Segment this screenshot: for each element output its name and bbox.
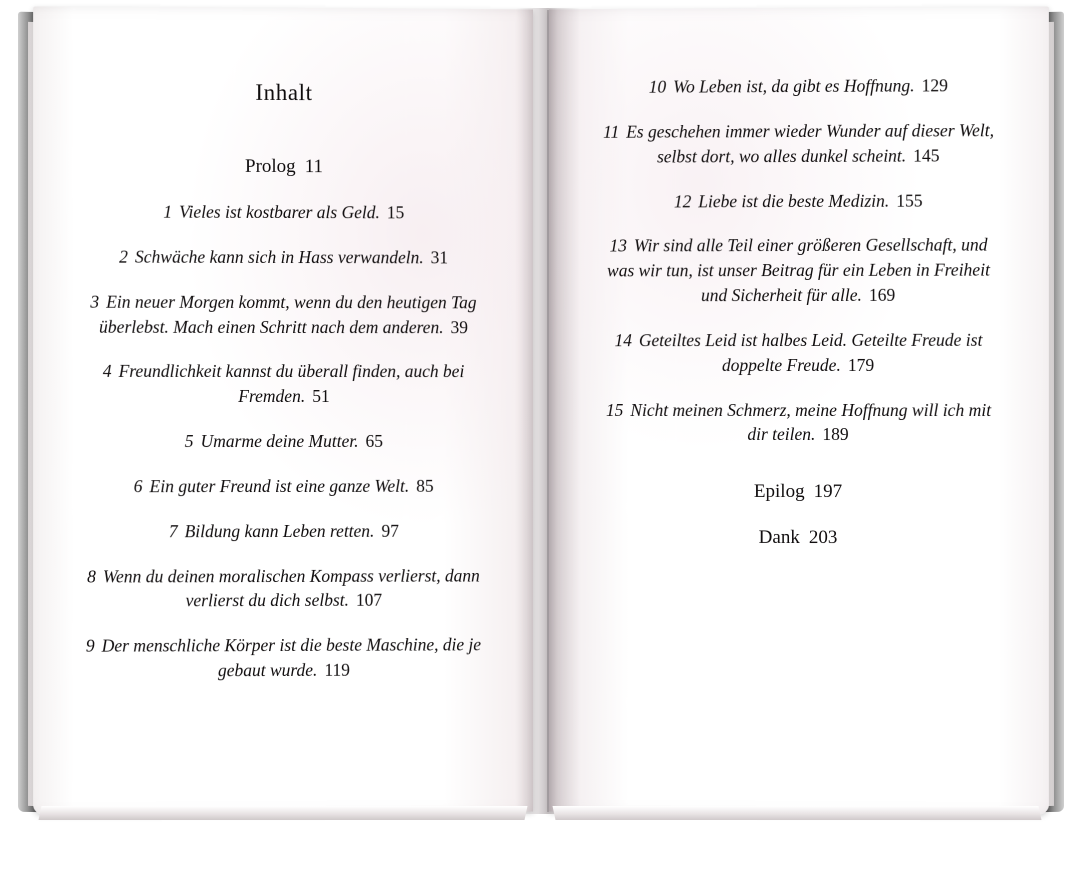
toc-entry[interactable] bbox=[549, 73, 1049, 100]
toc-entry[interactable] bbox=[33, 199, 533, 225]
toc-entry[interactable] bbox=[549, 233, 1049, 309]
right-page-content bbox=[549, 6, 1049, 814]
toc-entry-page: 15 bbox=[386, 202, 405, 223]
toc-entry[interactable] bbox=[549, 398, 1049, 448]
toc-entry-number: 8 bbox=[87, 566, 96, 587]
toc-entry-page: 145 bbox=[913, 145, 940, 166]
toc-entry-title: Wo Leben ist, da gibt es Hoffnung. bbox=[673, 75, 915, 97]
toc-entry-number: 6 bbox=[133, 476, 143, 497]
left-page-content bbox=[33, 6, 533, 814]
toc-entry-prolog[interactable] bbox=[33, 155, 533, 179]
toc-entry[interactable] bbox=[33, 518, 533, 544]
toc-entry-title: Vieles ist kostbarer als Geld. bbox=[179, 201, 380, 223]
toc-entry-number: 7 bbox=[168, 520, 178, 541]
toc-list-left bbox=[33, 155, 533, 684]
page-bottom-edge-right bbox=[553, 806, 1042, 820]
toc-entry-title: Der menschliche Körper ist die beste Maschine, die je gebaut wurde. bbox=[101, 634, 482, 681]
toc-entry-page: 169 bbox=[868, 284, 896, 305]
page-title: Inhalt bbox=[255, 79, 313, 106]
toc-entry-title: Bildung kann Leben retten. bbox=[184, 520, 375, 541]
toc-entry-title: Nicht meinen Schmerz, meine Hoffnung will ich mit dir teilen. bbox=[630, 399, 992, 445]
toc-dank-page: 203 bbox=[808, 527, 838, 549]
toc-entry-page: 189 bbox=[822, 424, 849, 445]
toc-entry-page: 129 bbox=[921, 75, 948, 96]
toc-entry-number: 2 bbox=[119, 246, 128, 267]
toc-back-matter bbox=[549, 481, 1049, 550]
toc-entry-page: 39 bbox=[450, 316, 468, 337]
toc-entry[interactable] bbox=[549, 328, 1049, 378]
toc-entry-title: Wenn du deinen moralischen Kompass verlierst, dann verlierst du dich selbst. bbox=[102, 565, 480, 611]
toc-entry-title: Schwäche kann sich in Hass verwandeln. bbox=[134, 246, 424, 268]
toc-entry-title: Ein neuer Morgen kommt, wenn du den heutigen Tag überlebst. Mach einen Schritt nach dem anderen. bbox=[99, 291, 477, 337]
toc-entry[interactable] bbox=[549, 188, 1049, 214]
toc-entry-number: 4 bbox=[102, 361, 112, 382]
toc-entry[interactable] bbox=[33, 244, 533, 270]
toc-entry-title: Freundlichkeit kannst du überall finden, auch bei Fremden. bbox=[118, 361, 465, 407]
toc-entry-title: Es geschehen immer wieder Wunder auf dieser Welt, selbst dort, wo alles dunkel scheint. bbox=[626, 119, 995, 167]
book-spine-line bbox=[547, 10, 549, 812]
toc-entry-number: 10 bbox=[648, 76, 667, 97]
toc-entry-page: 119 bbox=[324, 659, 350, 680]
toc-dank-label: Dank bbox=[758, 527, 800, 549]
toc-prolog-label: Prolog bbox=[244, 155, 296, 178]
toc-entry-page: 155 bbox=[896, 190, 923, 211]
page-bottom-edge-left bbox=[39, 806, 528, 820]
toc-entry[interactable] bbox=[33, 289, 533, 339]
toc-entry-epilog[interactable] bbox=[549, 481, 1049, 504]
toc-entry[interactable] bbox=[549, 118, 1049, 170]
toc-entry[interactable] bbox=[33, 632, 533, 684]
toc-entry-title: Wir sind alle Teil einer größeren Gesellschaft, und was wir tun, ist unser Beitrag für ein Leben in Freiheit und Sicherheit für alle. bbox=[607, 234, 990, 306]
toc-entry[interactable] bbox=[33, 563, 533, 614]
toc-entry-title: Geteiltes Leid ist halbes Leid. Geteilte Freude ist doppelte Freude. bbox=[638, 329, 983, 375]
toc-entry-number: 13 bbox=[609, 235, 627, 256]
toc-prolog-page: 11 bbox=[304, 156, 323, 178]
toc-entry-page: 51 bbox=[312, 386, 330, 407]
toc-entry-number: 14 bbox=[614, 330, 632, 351]
toc-entry-title: Liebe ist die beste Medizin. bbox=[698, 190, 890, 211]
toc-entry[interactable] bbox=[33, 474, 533, 499]
toc-entry-title: Umarme deine Mutter. bbox=[200, 431, 359, 452]
toc-entry-page: 97 bbox=[381, 520, 399, 541]
toc-entry-number: 3 bbox=[90, 291, 100, 312]
toc-epilog-page: 197 bbox=[813, 481, 843, 503]
right-page bbox=[549, 6, 1049, 814]
toc-entry-number: 15 bbox=[606, 399, 624, 420]
open-book bbox=[18, 8, 1064, 820]
toc-entry[interactable] bbox=[33, 429, 533, 454]
toc-entry-number: 9 bbox=[85, 635, 95, 657]
toc-entry-dank[interactable] bbox=[549, 527, 1049, 550]
toc-entry-page: 31 bbox=[430, 247, 449, 268]
toc-entry-number: 12 bbox=[673, 190, 692, 211]
left-page bbox=[33, 6, 533, 814]
toc-entry-page: 107 bbox=[355, 590, 383, 611]
toc-epilog-label: Epilog bbox=[753, 481, 805, 503]
toc-entry[interactable] bbox=[33, 359, 533, 409]
toc-entry-title: Ein guter Freund ist eine ganze Welt. bbox=[149, 475, 410, 497]
toc-entry-number: 1 bbox=[163, 201, 173, 222]
toc-entry-number: 11 bbox=[603, 121, 620, 142]
toc-entry-number: 5 bbox=[184, 431, 194, 452]
toc-entry-page: 85 bbox=[416, 475, 434, 496]
toc-entry-page: 179 bbox=[847, 354, 875, 375]
toc-list-right bbox=[549, 73, 1049, 448]
toc-entry-page: 65 bbox=[365, 431, 383, 452]
